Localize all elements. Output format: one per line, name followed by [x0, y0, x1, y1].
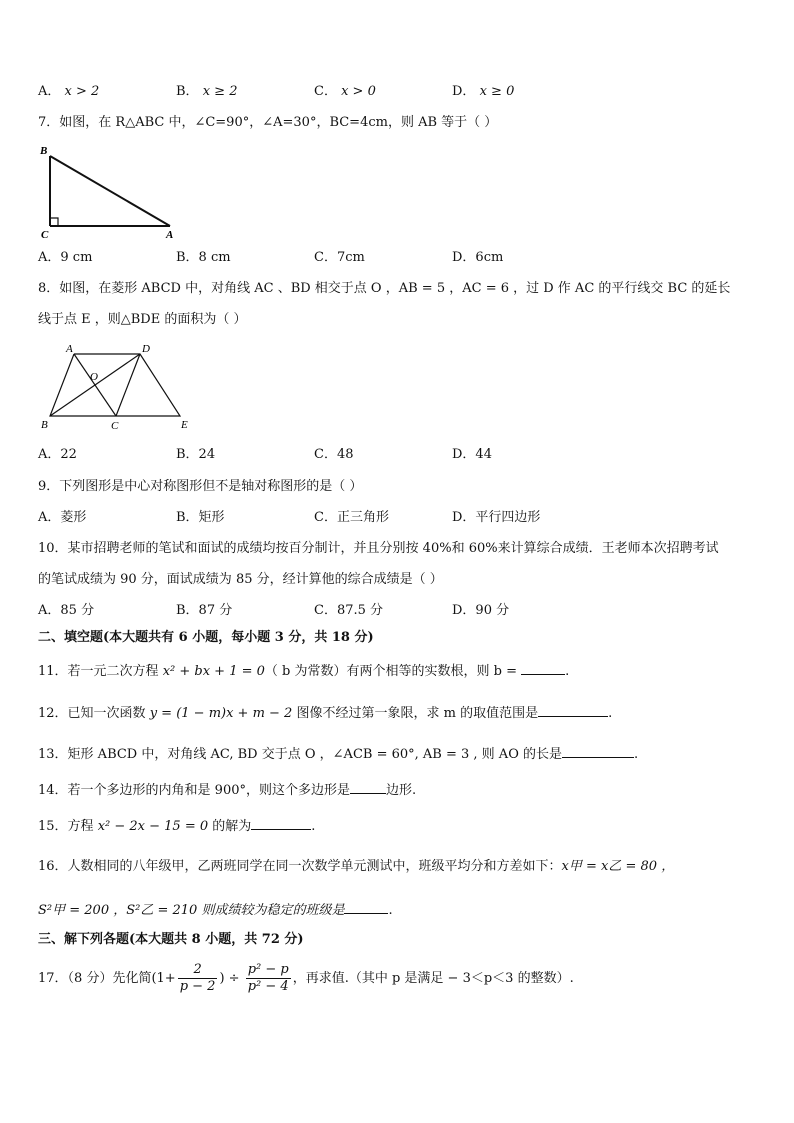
q7-option-b[interactable]: B．8 cm	[176, 250, 231, 265]
q12: 12．已知一次函数 y = (1 − m)x + m − 2 图像不经过第一象限，求 m 的取值范围是 .	[38, 702, 612, 724]
q10-options	[38, 601, 758, 621]
q16-line1: 16．人数相同的八年级甲，乙两班同学在同一次数学单元测试中，班级平均分和方差如下：x甲 = x乙 = 80 ，	[38, 859, 675, 874]
q16-answer-blank[interactable]	[344, 899, 388, 914]
q11: 11．若一元二次方程 x² + bx + 1 = 0（ b 为常数）有两个相等的实数根，则 b = .	[38, 660, 569, 682]
q11-answer-blank[interactable]	[521, 660, 565, 675]
q8-option-c[interactable]: C．48	[314, 447, 354, 462]
q17: 17．（8 分）先化简(1+ $\frac{2}{p - 2}$ ) ÷ $\frac{\text{p² − p}}{\text{p² − 4}}$ ，再求值.（其中 p 是满足 − 3＜p＜3 的整数）.	[38, 962, 574, 994]
q10-stem-line1: 10．某市招聘老师的笔试和面试的成绩均按百分制计，并且分别按 40%和 60%来计算综合成绩．王老师本次招聘考试	[38, 541, 719, 556]
q15: 15．方程 x² − 2x − 15 = 0 的解为 .	[38, 815, 315, 837]
label-a: A	[166, 229, 174, 241]
q8-option-b[interactable]: B．24	[176, 447, 216, 462]
q9-stem: 9．下列图形是中心对称图形但不是轴对称图形的是（ ）	[38, 479, 363, 494]
q9-option-c[interactable]: C．正三角形	[314, 510, 389, 525]
q10-option-d[interactable]: D．90 分	[452, 603, 510, 618]
section-2-heading: 二、填空题(本大题共有 6 小题，每小题 3 分，共 18 分)	[38, 630, 374, 645]
q6-option-b[interactable]: B． x ≥ 2	[176, 84, 238, 99]
q8-option-a[interactable]: A．22	[38, 447, 77, 462]
q7-triangle-figure	[38, 142, 183, 242]
label-d: D	[142, 343, 150, 355]
q16-line2: S²甲 = 200 ，S²乙 = 210 则成绩较为稳定的班级是 .	[38, 899, 393, 921]
side-ab	[50, 156, 170, 226]
q8-options	[38, 445, 758, 465]
q16-means: x甲 = x乙 = 80 ，	[561, 859, 675, 874]
q12-answer-blank[interactable]	[538, 702, 608, 717]
section-3-heading: 三、解下列各题(本大题共 8 小题，共 72 分)	[38, 932, 304, 947]
q7-stem: 7．如图，在 R△ABC 中，∠C=90°，∠A=30°，BC=4cm，则 AB 等于（ ）	[38, 115, 498, 130]
q8-option-d[interactable]: D．44	[452, 447, 492, 462]
outline	[50, 354, 180, 416]
q6-option-c[interactable]: C． x > 0	[314, 84, 376, 99]
q8-stem-line1: 8．如图，在菱形 ABCD 中，对角线 AC 、BD 相交于点 O ，AB = 5 ，AC = 6 ，过 D 作 AC 的平行线交 BC 的延长	[38, 281, 731, 296]
q14: 14．若一个多边形的内角和是 900°，则这个多边形是 边形.	[38, 779, 416, 801]
q8-stem-line2: 线于点 E ，则△BDE 的面积为（ ）	[38, 312, 247, 327]
q13-answer-blank[interactable]	[562, 743, 634, 758]
q7-option-a[interactable]: A．9 cm	[38, 250, 93, 265]
q17-fraction-2: $\frac{\text{p² − p}}{\text{p² − 4}}$	[247, 962, 289, 994]
q7-option-d[interactable]: D．6cm	[452, 250, 504, 265]
label-a: A	[66, 343, 73, 355]
q6-option-d[interactable]: D． x ≥ 0	[452, 84, 515, 99]
label-b: B	[40, 145, 48, 157]
right-angle-mark	[50, 218, 58, 226]
q9-option-a[interactable]: A．菱形	[38, 510, 87, 525]
diagonal-bd	[50, 354, 140, 416]
label-e: E	[181, 419, 188, 431]
label-o: O	[90, 371, 98, 383]
q8-rhombus-figure	[38, 340, 198, 432]
q10-stem-line2: 的笔试成绩为 90 分，面试成绩为 85 分，经计算他的综合成绩是（ ）	[38, 572, 443, 587]
q10-option-b[interactable]: B．87 分	[176, 603, 233, 618]
q15-answer-blank[interactable]	[251, 815, 311, 830]
q9-options	[38, 508, 758, 528]
q10-option-a[interactable]: A．85 分	[38, 603, 95, 618]
q13: 13．矩形 ABCD 中，对角线 AC, BD 交于点 O ，∠ACB = 60°, AB = 3 , 则 AO 的长是 .	[38, 743, 638, 765]
q6-option-a[interactable]: A． x > 2	[38, 84, 100, 99]
label-c: C	[111, 420, 119, 432]
label-b: B	[41, 419, 48, 431]
q10-option-c[interactable]: C．87.5 分	[314, 603, 384, 618]
side-dc	[116, 354, 140, 416]
q9-option-d[interactable]: D．平行四边形	[452, 510, 541, 525]
q9-option-b[interactable]: B．矩形	[176, 510, 225, 525]
q14-answer-blank[interactable]	[350, 779, 386, 794]
q7-options	[38, 248, 758, 268]
label-c: C	[41, 229, 49, 241]
q7-option-c[interactable]: C．7cm	[314, 250, 365, 265]
q6-options	[38, 82, 758, 102]
q17-fraction-1: $\frac{2}{p - 2}$	[179, 962, 216, 994]
